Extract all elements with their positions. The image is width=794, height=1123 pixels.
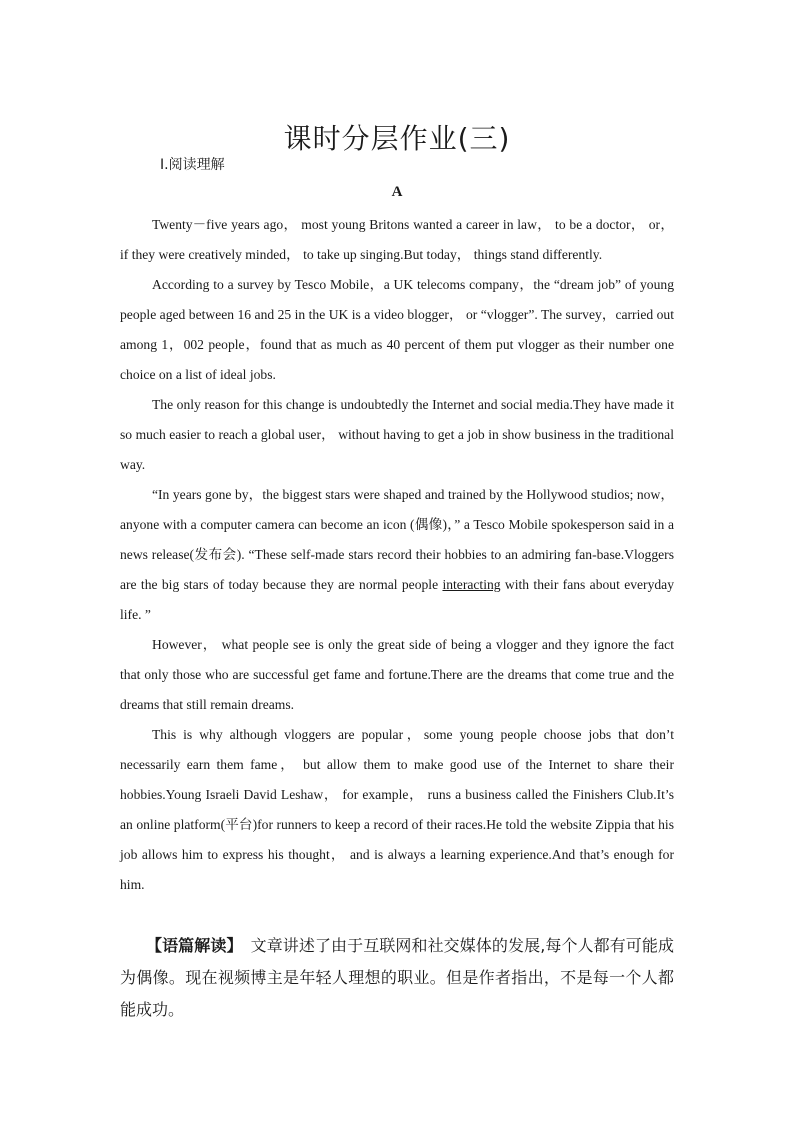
passage-body bbox=[120, 210, 674, 900]
analysis-text: 文章讲述了由于互联网和社交媒体的发展,每个人都有可能成为偶像。现在视频博主是年轻人理想的职业。但是作者指出，不是每一个人都能成功。 bbox=[120, 936, 674, 1019]
analysis-label: 【语篇解读】 bbox=[146, 936, 235, 955]
paragraph-1: Twenty－five years ago， most young Britons wanted a career in law， to be a doctor， or， if they were creatively minded， to take up singing.But today， things stand differently. bbox=[120, 217, 674, 262]
underlined-word: interacting bbox=[442, 577, 501, 592]
paragraph-4-text-b: with their fans about everyday life. ” bbox=[120, 577, 675, 622]
passage-analysis bbox=[120, 930, 674, 1026]
paragraph-3: The only reason for this change is undoubtedly the Internet and social media.They have made it so much easier to reach a global user， without having to get a job in show business in the traditional way. bbox=[120, 397, 674, 472]
section-heading: Ⅰ.阅读理解 bbox=[160, 157, 225, 173]
paragraph-5: However， what people see is only the great side of being a vlogger and they ignore the fact that only those who are successful get fame and fortune.There are the dreams that come true and the dreams that still remain dreams. bbox=[120, 637, 674, 712]
passage-label: A bbox=[391, 184, 403, 200]
paragraph-4 bbox=[120, 480, 674, 630]
paragraph-6: This is why although vloggers are popular，some young people choose jobs that don’t necessarily earn them fame， but allow them to make good use of the Internet to share their hobbies.Young Israeli David Leshaw， for example， runs a business called the Finishers Club.It’s an online platform(平台)for runners to keep a record of their races.He told the website Zippia that his job allows him to express his thought， and is always a learning experience.And that’s enough for him. bbox=[120, 727, 674, 892]
page-title: 课时分层作业(三) bbox=[283, 121, 511, 155]
paragraph-4-text-a: “In years gone by，the biggest stars were shaped and trained by the Hollywood studios; now， anyone with a computer camera can become an icon (偶像)，” a Tesco Mobile spokesperson said in a news release(发布会). “These self-made stars record their hobbies to an admiring fan-base.Vloggers are the big stars of today because they are normal people bbox=[120, 487, 674, 592]
paragraph-2: According to a survey by Tesco Mobile，a UK telecoms company，the “dream job” of young people aged between 16 and 25 in the UK is a video blogger， or “vlogger”. The survey，carried out among 1，002 people，found that as much as 40 percent of them put vlogger as their number one choice on a list of ideal jobs. bbox=[120, 277, 674, 382]
